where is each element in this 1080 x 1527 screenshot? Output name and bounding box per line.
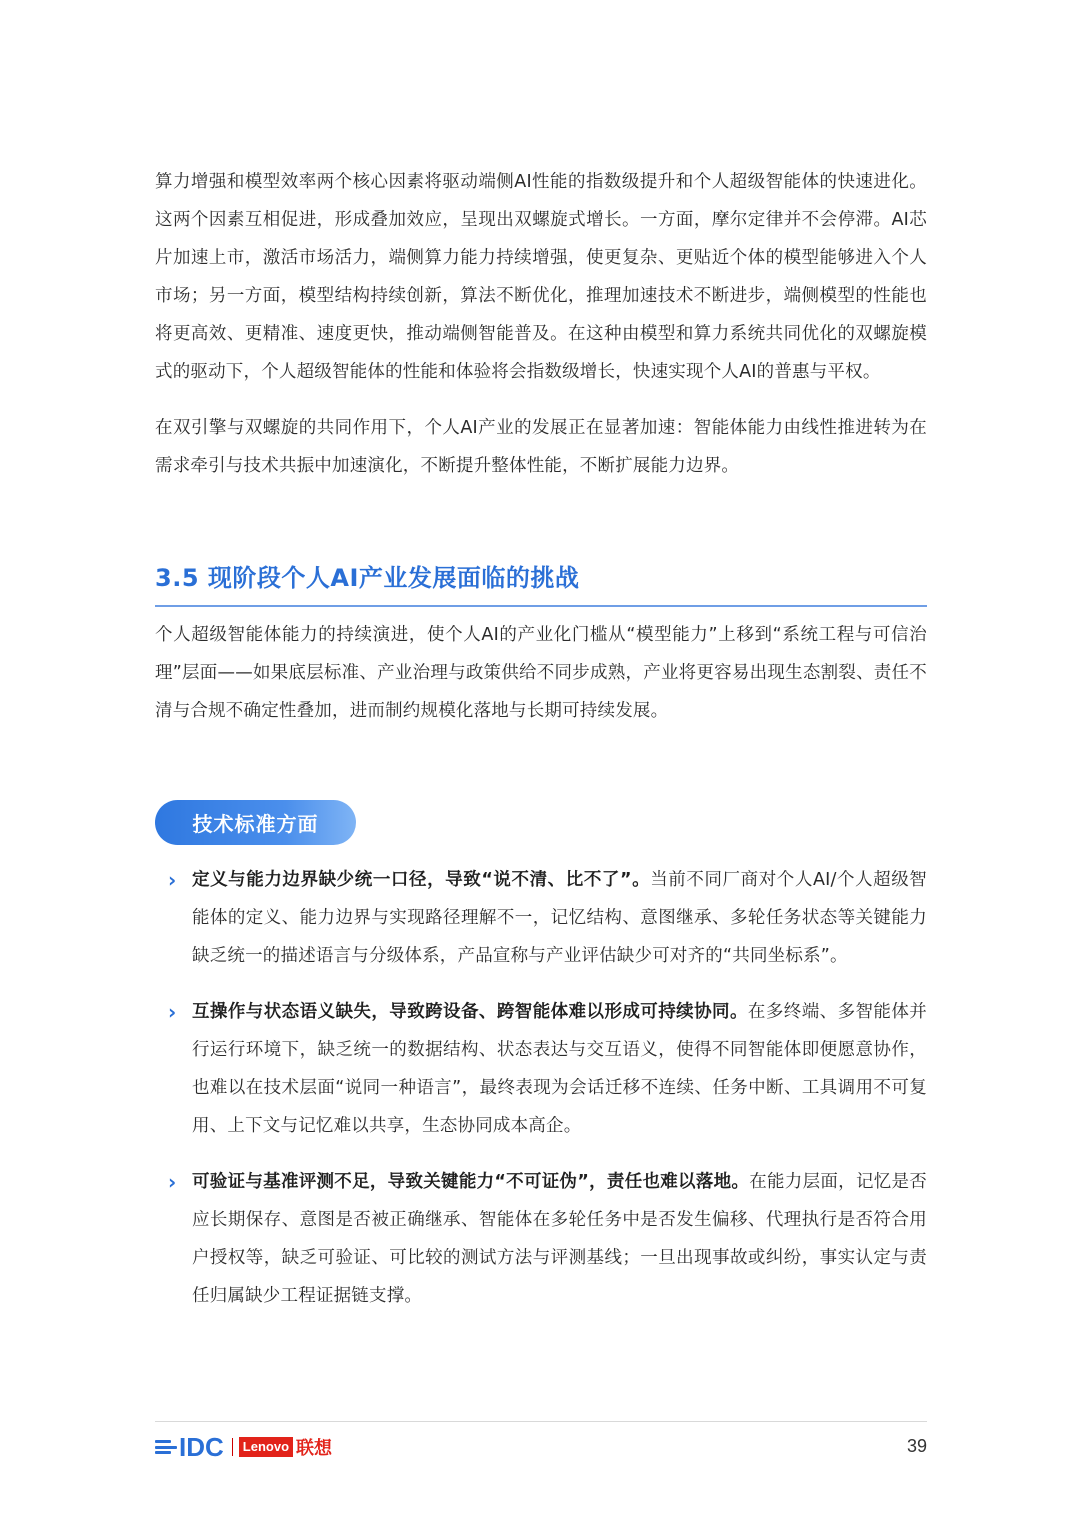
list-item: [192, 993, 927, 1145]
list-item: [192, 861, 927, 975]
footer-logos: [155, 1431, 333, 1462]
chevron-right-icon: ›: [168, 868, 177, 892]
idc-logo-text: IDC: [179, 1431, 224, 1462]
list-item-text: 在多终端、多智能体并行运行环境下，缺乏统一的数据结构、状态表达与交互语义，使得不同智能体即便愿意协作，也难以在技术层面“说同一种语言”，最终表现为会话迁移不连续、任务中断、工具调用不可复用、上下文与记忆难以共享，生态协同成本高企。: [192, 1002, 927, 1136]
subsection-label: 技术标准方面: [155, 800, 356, 845]
footer-divider: [155, 1421, 927, 1422]
chevron-right-icon: ›: [168, 1170, 177, 1194]
list-item-text: 当前不同厂商对个人AI/个人超级智能体的定义、能力边界与实现路径理解不一，记忆结构、意图继承、多轮任务状态等关键能力缺乏统一的描述语言与分级体系，产品宣称与产业评估缺少可对齐的“共同坐标系”。: [192, 870, 927, 966]
idc-logo-icon: [155, 1437, 177, 1457]
list-item-text: 在能力层面，记忆是否应长期保存、意图是否被正确继承、智能体在多轮任务中是否发生偏移、代理执行是否符合用户授权等，缺乏可验证、可比较的测试方法与评测基线；一旦出现事故或纠纷，事实认定与责任归属缺少工程证据链支撑。: [192, 1172, 928, 1306]
chevron-right-icon: ›: [168, 1000, 177, 1024]
lenovo-logo-cn: 联想: [296, 1438, 333, 1459]
page-number: 39: [906, 1436, 927, 1456]
list-item-lead: 可验证与基准评测不足，导致关键能力“不可证伪”，责任也难以落地。: [192, 1172, 750, 1192]
body-paragraph-2: 在双引擎与双螺旋的共同作用下，个人AI产业的发展正在显著加速：智能体能力由线性推进转为在需求牵引与技术共振中加速演化，不断提升整体性能，不断扩展能力边界。: [155, 418, 927, 476]
section-intro: 个人超级智能体能力的持续演进，使个人AI的产业化门槛从“模型能力”上移到“系统工程与可信治理”层面——如果底层标准、产业治理与政策供给不同步成熟，产业将更容易出现生态割裂、责任不清与合规不确定性叠加，进而制约规模化落地与长期可持续发展。: [155, 625, 927, 721]
body-paragraph-1: 算力增强和模型效率两个核心因素将驱动端侧AI性能的指数级提升和个人超级智能体的快速进化。这两个因素互相促进，形成叠加效应，呈现出双螺旋式增长。一方面，摩尔定律并不会停滞。AI芯片加速上市，激活市场活力，端侧算力能力持续增强，使更复杂、更贴近个体的模型能够进入个人市场；另一方面，模型结构持续创新，算法不断优化，推理加速技术不断进步，端侧模型的性能也将更高效、更精准、速度更快，推动端侧智能普及。在这种由模型和算力系统共同优化的双螺旋模式的驱动下，个人超级智能体的性能和体验将会指数级增长，快速实现个人AI的普惠与平权。: [155, 172, 927, 382]
section-title: 3.5 现阶段个人AI产业发展面临的挑战: [155, 564, 580, 592]
logo-separator: [232, 1438, 233, 1456]
lenovo-logo: Lenovo: [239, 1437, 293, 1457]
list-item-lead: 定义与能力边界缺少统一口径，导致“说不清、比不了”。: [192, 870, 651, 890]
section-divider: [155, 605, 927, 607]
list-item-lead: 互操作与状态语义缺失，导致跨设备、跨智能体难以形成可持续协同。: [192, 1002, 748, 1022]
list-item: [192, 1163, 927, 1315]
